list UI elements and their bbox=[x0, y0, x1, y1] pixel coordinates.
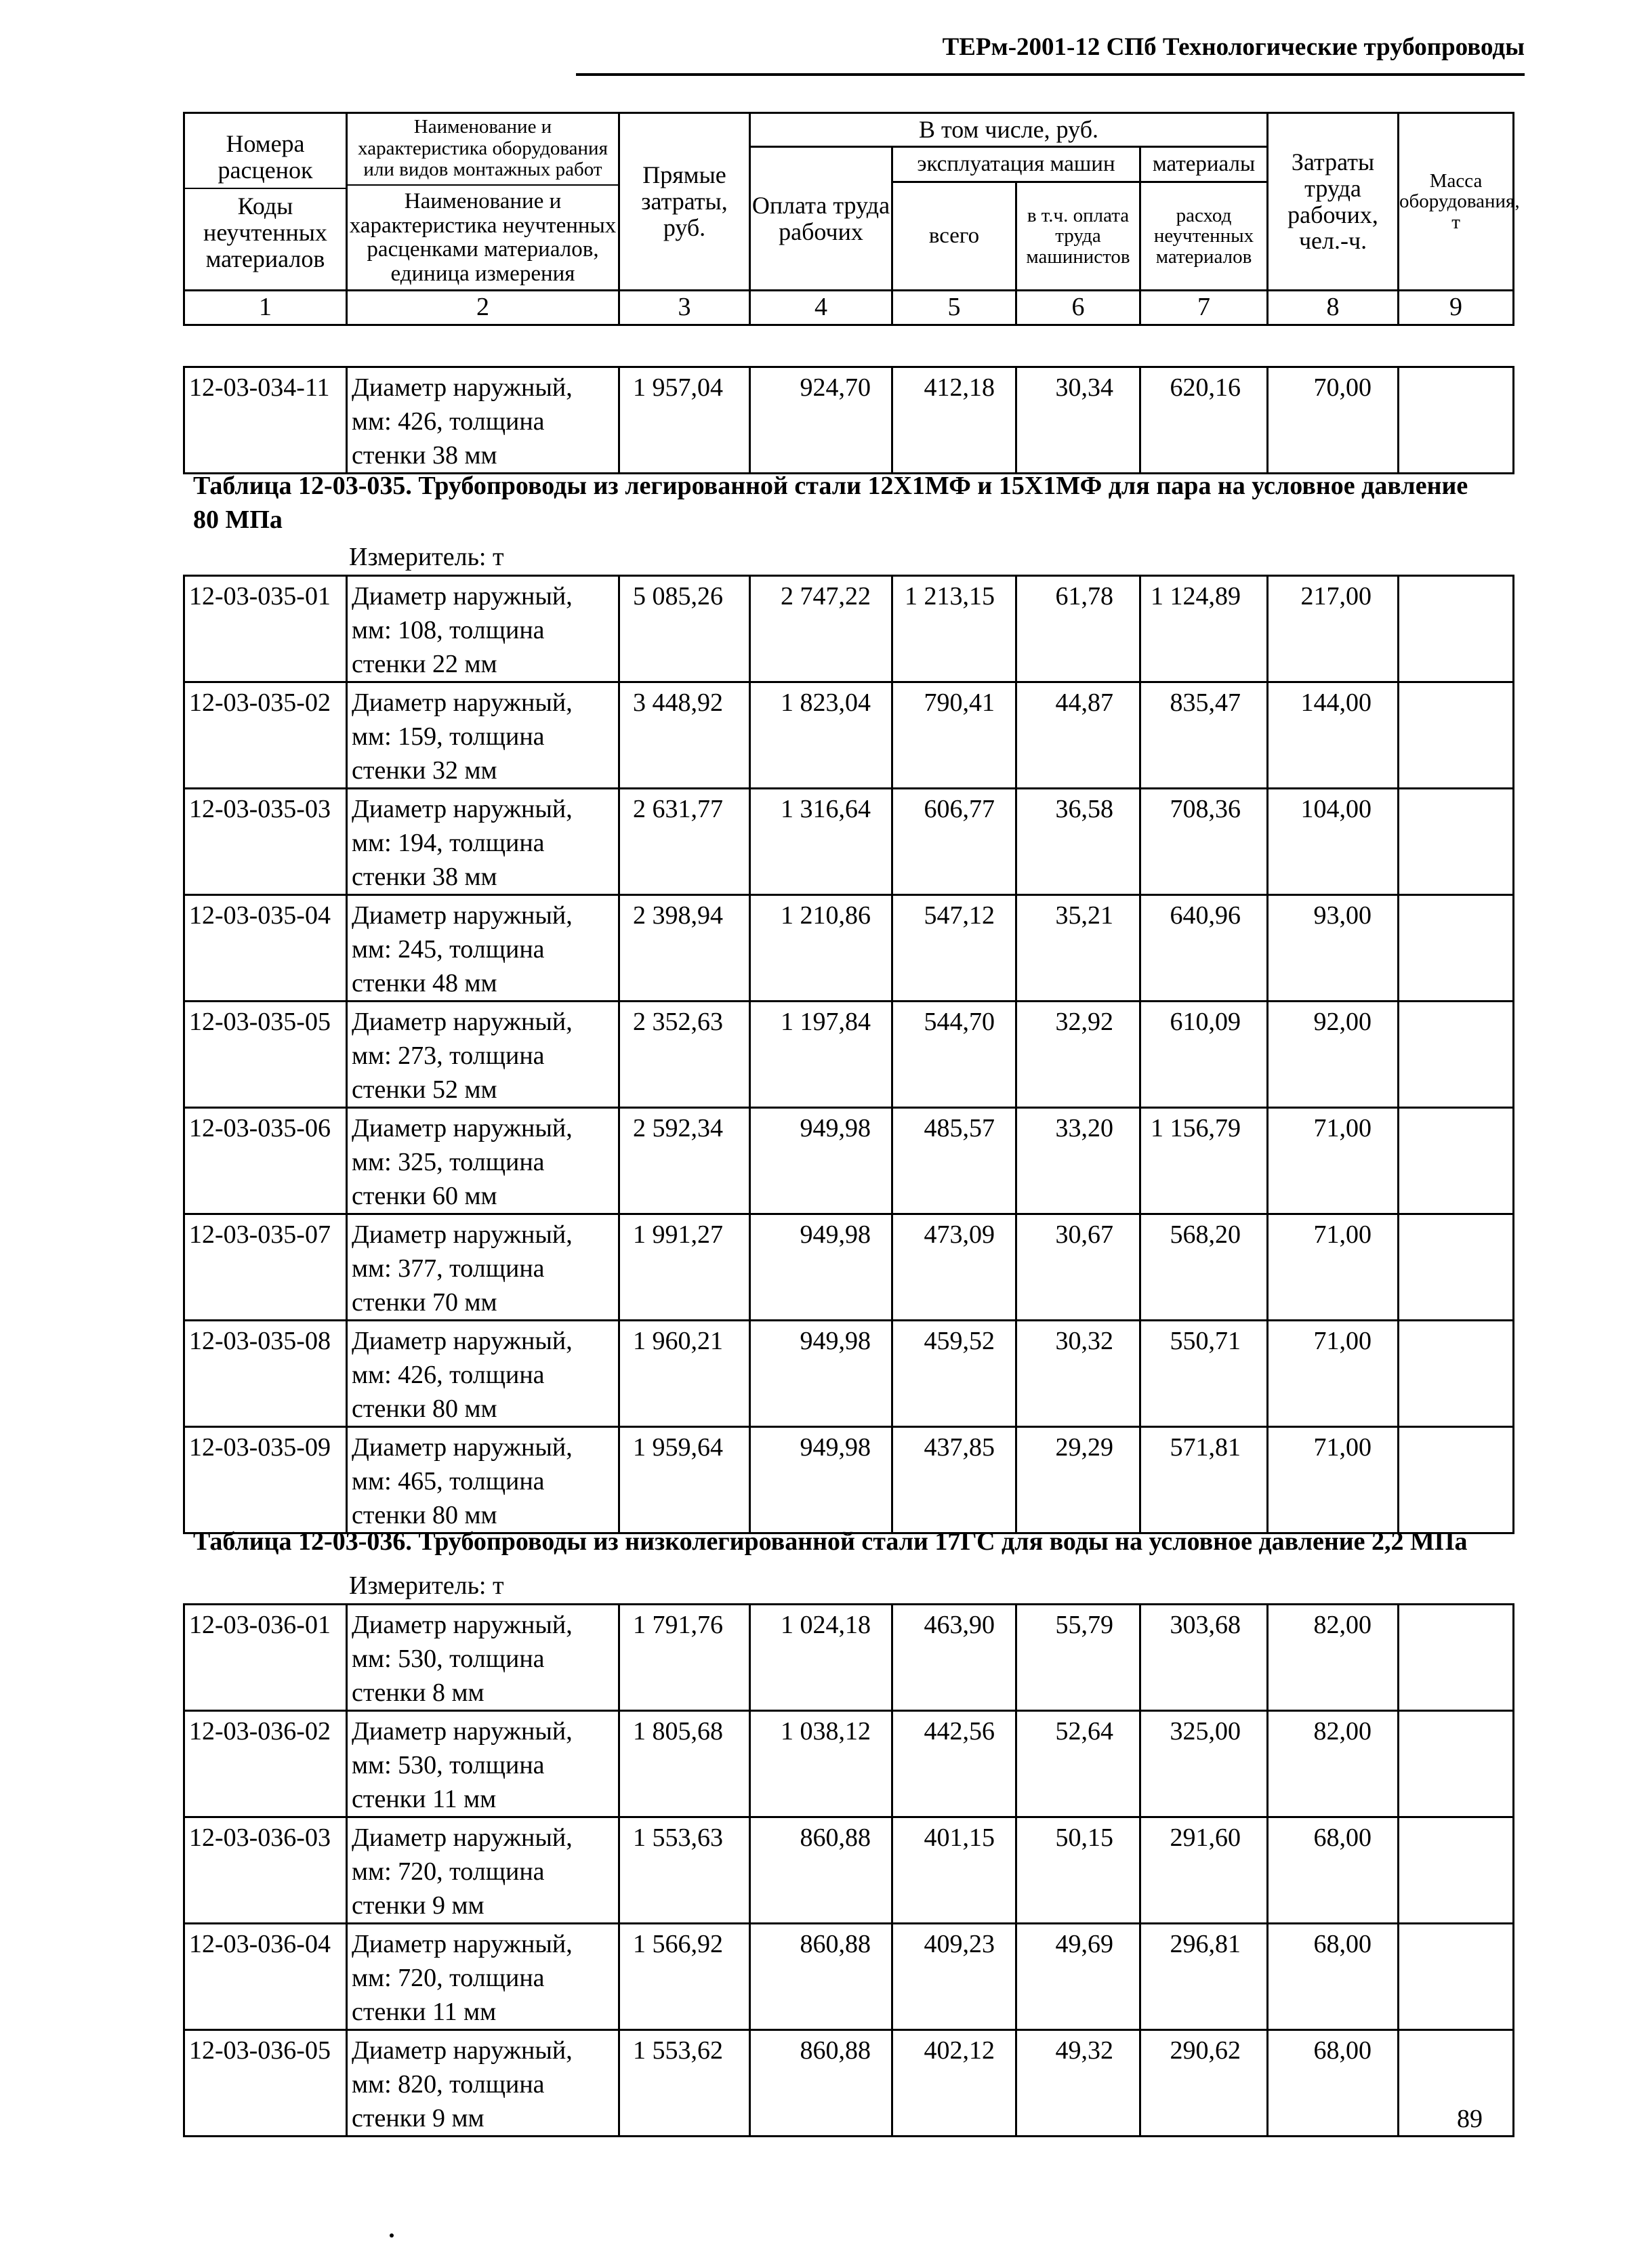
rate-code: 12-03-036-01 bbox=[184, 1605, 347, 1711]
column-number: 2 bbox=[347, 291, 619, 325]
header-work-name: Наименование и характеристика оборудования или видов монтажных работ bbox=[348, 117, 618, 186]
operators-pay-cell: 52,64 bbox=[1016, 1711, 1140, 1817]
table-036-measure: Измеритель: т bbox=[349, 1571, 504, 1600]
rate-code: 12-03-035-09 bbox=[184, 1427, 347, 1533]
description-line: Диаметр наружный, bbox=[352, 901, 573, 930]
labor-hours-cell: 71,00 bbox=[1268, 1427, 1399, 1533]
description-line: стенки 38 мм bbox=[352, 441, 497, 470]
description-line: Диаметр наружный, bbox=[352, 1220, 573, 1249]
labor-pay-cell: 860,88 bbox=[750, 2030, 892, 2137]
labor-pay-cell: 924,70 bbox=[750, 367, 892, 474]
rate-code: 12-03-035-01 bbox=[184, 576, 347, 682]
description-line: стенки 8 мм bbox=[352, 1678, 484, 1707]
operators-pay-cell: 30,32 bbox=[1016, 1321, 1140, 1427]
direct-costs-cell: 2 631,77 bbox=[619, 789, 750, 895]
labor-hours-cell: 104,00 bbox=[1268, 789, 1399, 895]
direct-costs-cell: 3 448,92 bbox=[619, 682, 750, 789]
column-number: 8 bbox=[1268, 291, 1399, 325]
work-description bbox=[347, 1817, 619, 1924]
direct-costs-cell: 5 085,26 bbox=[619, 576, 750, 682]
description-line: Диаметр наружный, bbox=[352, 1930, 573, 1958]
description-line: мм: 325, толщина bbox=[352, 1148, 545, 1176]
machines-total-cell: 437,85 bbox=[892, 1427, 1016, 1533]
description-line: стенки 52 мм bbox=[352, 1075, 497, 1104]
labor-hours-cell: 144,00 bbox=[1268, 682, 1399, 789]
equipment-mass-cell bbox=[1399, 1108, 1514, 1214]
description-line: стенки 80 мм bbox=[352, 1501, 497, 1529]
description-line: мм: 159, толщина bbox=[352, 722, 545, 751]
description-line: стенки 22 мм bbox=[352, 650, 497, 678]
column-number: 9 bbox=[1399, 291, 1514, 325]
machines-total-cell: 402,12 bbox=[892, 2030, 1016, 2137]
materials-cell: 325,00 bbox=[1140, 1711, 1268, 1817]
direct-costs-cell: 2 592,34 bbox=[619, 1108, 750, 1214]
column-number: 5 bbox=[892, 291, 1016, 325]
work-description bbox=[347, 367, 619, 474]
table-row bbox=[184, 1605, 1514, 1711]
direct-costs-cell: 1 805,68 bbox=[619, 1711, 750, 1817]
column-number: 1 bbox=[184, 291, 347, 325]
scan-speck bbox=[390, 2233, 394, 2238]
description-line: Диаметр наружный, bbox=[352, 1008, 573, 1036]
materials-cell: 1 124,89 bbox=[1140, 576, 1268, 682]
work-description bbox=[347, 1214, 619, 1321]
equipment-mass-cell bbox=[1399, 1002, 1514, 1108]
table-035 bbox=[183, 575, 1514, 1534]
equipment-mass-cell bbox=[1399, 1321, 1514, 1427]
table-036 bbox=[183, 1603, 1514, 2137]
machines-total-cell: 463,90 bbox=[892, 1605, 1016, 1711]
column-number: 3 bbox=[619, 291, 750, 325]
page-number: 89 bbox=[1457, 2105, 1483, 2133]
header-unaccounted-materials: расход неучтенных материалов bbox=[1140, 182, 1268, 291]
direct-costs-cell: 1 991,27 bbox=[619, 1214, 750, 1321]
description-line: мм: 820, толщина bbox=[352, 2070, 545, 2099]
work-description bbox=[347, 1427, 619, 1533]
running-head: ТЕРм-2001-12 СПб Технологические трубопроводы bbox=[942, 33, 1525, 61]
rate-code: 12-03-035-07 bbox=[184, 1214, 347, 1321]
work-description bbox=[347, 1711, 619, 1817]
header-machine-exploitation: эксплуатация машин bbox=[892, 147, 1140, 182]
header-labor-hours: Затраты труда рабочих, чел.-ч. bbox=[1268, 113, 1399, 291]
table-row bbox=[184, 1002, 1514, 1108]
description-line: мм: 720, толщина bbox=[352, 1964, 545, 1992]
header-direct-costs: Прямые затраты, руб. bbox=[619, 113, 750, 291]
table-row bbox=[184, 1108, 1514, 1214]
description-line: мм: 720, толщина bbox=[352, 1857, 545, 1886]
description-line: стенки 38 мм bbox=[352, 863, 497, 891]
materials-cell: 708,36 bbox=[1140, 789, 1268, 895]
equipment-mass-cell bbox=[1399, 789, 1514, 895]
labor-hours-cell: 92,00 bbox=[1268, 1002, 1399, 1108]
operators-pay-cell: 50,15 bbox=[1016, 1817, 1140, 1924]
operators-pay-cell: 61,78 bbox=[1016, 576, 1140, 682]
direct-costs-cell: 1 957,04 bbox=[619, 367, 750, 474]
operators-pay-cell: 35,21 bbox=[1016, 895, 1140, 1002]
materials-cell: 620,16 bbox=[1140, 367, 1268, 474]
header-names bbox=[347, 113, 619, 291]
header-labor-pay: Оплата труда рабочих bbox=[750, 147, 892, 291]
labor-hours-cell: 68,00 bbox=[1268, 1924, 1399, 2030]
column-number: 7 bbox=[1140, 291, 1268, 325]
rate-code: 12-03-036-02 bbox=[184, 1711, 347, 1817]
table-row bbox=[184, 1214, 1514, 1321]
header-operators-pay: в т.ч. оплата труда машинистов bbox=[1016, 182, 1140, 291]
header-material-name: Наименование и характеристика неучтенных расценками материалов, единица измерения bbox=[349, 189, 617, 287]
labor-pay-cell: 2 747,22 bbox=[750, 576, 892, 682]
operators-pay-cell: 29,29 bbox=[1016, 1427, 1140, 1533]
equipment-mass-cell bbox=[1399, 1711, 1514, 1817]
labor-pay-cell: 860,88 bbox=[750, 1817, 892, 1924]
labor-hours-cell: 71,00 bbox=[1268, 1214, 1399, 1321]
rate-code: 12-03-036-03 bbox=[184, 1817, 347, 1924]
operators-pay-cell: 30,67 bbox=[1016, 1214, 1140, 1321]
description-line: мм: 426, толщина bbox=[352, 1361, 545, 1389]
rate-code: 12-03-035-08 bbox=[184, 1321, 347, 1427]
description-line: стенки 80 мм bbox=[352, 1395, 497, 1423]
equipment-mass-cell bbox=[1399, 367, 1514, 474]
table-row bbox=[184, 576, 1514, 682]
materials-cell: 291,60 bbox=[1140, 1817, 1268, 1924]
rate-code: 12-03-035-05 bbox=[184, 1002, 347, 1108]
description-line: мм: 426, толщина bbox=[352, 407, 545, 436]
labor-hours-cell: 82,00 bbox=[1268, 1711, 1399, 1817]
rate-code: 12-03-035-04 bbox=[184, 895, 347, 1002]
column-number: 4 bbox=[750, 291, 892, 325]
description-line: Диаметр наружный, bbox=[352, 1823, 573, 1852]
table-row bbox=[184, 1711, 1514, 1817]
table-036-title: Таблица 12-03-036. Трубопроводы из низколегированной стали 17ГС для воды на условное давление 2,2 МПа bbox=[193, 1527, 1468, 1556]
description-line: стенки 11 мм bbox=[352, 1998, 497, 2026]
description-line: мм: 377, толщина bbox=[352, 1254, 545, 1283]
equipment-mass-cell bbox=[1399, 1214, 1514, 1321]
work-description bbox=[347, 1605, 619, 1711]
direct-costs-cell: 1 566,92 bbox=[619, 1924, 750, 2030]
operators-pay-cell: 32,92 bbox=[1016, 1002, 1140, 1108]
table-row bbox=[184, 1817, 1514, 1924]
operators-pay-cell: 30,34 bbox=[1016, 367, 1140, 474]
labor-pay-cell: 1 823,04 bbox=[750, 682, 892, 789]
materials-cell: 610,09 bbox=[1140, 1002, 1268, 1108]
labor-hours-cell: 71,00 bbox=[1268, 1108, 1399, 1214]
table-row bbox=[184, 2030, 1514, 2137]
header-in-total: В том числе, руб. bbox=[750, 113, 1268, 147]
labor-hours-cell: 82,00 bbox=[1268, 1605, 1399, 1711]
description-line: Диаметр наружный, bbox=[352, 795, 573, 823]
direct-costs-cell: 1 553,63 bbox=[619, 1817, 750, 1924]
materials-cell: 835,47 bbox=[1140, 682, 1268, 789]
work-description bbox=[347, 2030, 619, 2137]
rate-code: 12-03-036-04 bbox=[184, 1924, 347, 2030]
table-row bbox=[184, 895, 1514, 1002]
rate-code: 12-03-035-03 bbox=[184, 789, 347, 895]
equipment-mass-cell bbox=[1399, 1605, 1514, 1711]
description-line: стенки 11 мм bbox=[352, 1785, 497, 1813]
labor-pay-cell: 949,98 bbox=[750, 1321, 892, 1427]
labor-hours-cell: 217,00 bbox=[1268, 576, 1399, 682]
materials-cell: 571,81 bbox=[1140, 1427, 1268, 1533]
labor-hours-cell: 71,00 bbox=[1268, 1321, 1399, 1427]
machines-total-cell: 442,56 bbox=[892, 1711, 1016, 1817]
table-row bbox=[184, 1321, 1514, 1427]
machines-total-cell: 547,12 bbox=[892, 895, 1016, 1002]
description-line: Диаметр наружный, bbox=[352, 688, 573, 717]
description-line: мм: 108, толщина bbox=[352, 616, 545, 644]
work-description bbox=[347, 895, 619, 1002]
work-description bbox=[347, 682, 619, 789]
operators-pay-cell: 44,87 bbox=[1016, 682, 1140, 789]
operators-pay-cell: 49,32 bbox=[1016, 2030, 1140, 2137]
operators-pay-cell: 49,69 bbox=[1016, 1924, 1140, 2030]
header-machines-total: всего bbox=[892, 182, 1016, 291]
header-rule bbox=[576, 73, 1525, 76]
rate-code: 12-03-035-06 bbox=[184, 1108, 347, 1214]
table-034-continued bbox=[183, 366, 1514, 474]
description-line: мм: 530, толщина bbox=[352, 1751, 545, 1779]
equipment-mass-cell bbox=[1399, 2030, 1514, 2137]
column-header-table bbox=[183, 112, 1520, 326]
materials-cell: 568,20 bbox=[1140, 1214, 1268, 1321]
rate-code: 12-03-036-05 bbox=[184, 2030, 347, 2137]
machines-total-cell: 409,23 bbox=[892, 1924, 1016, 2030]
machines-total-cell: 606,77 bbox=[892, 789, 1016, 895]
materials-cell: 1 156,79 bbox=[1140, 1108, 1268, 1214]
labor-pay-cell: 1 038,12 bbox=[750, 1711, 892, 1817]
labor-pay-cell: 949,98 bbox=[750, 1108, 892, 1214]
header-materials: материалы bbox=[1140, 147, 1268, 182]
description-line: мм: 245, толщина bbox=[352, 935, 545, 964]
work-description bbox=[347, 1924, 619, 2030]
labor-pay-cell: 949,98 bbox=[750, 1214, 892, 1321]
machines-total-cell: 485,57 bbox=[892, 1108, 1016, 1214]
materials-cell: 640,96 bbox=[1140, 895, 1268, 1002]
equipment-mass-cell bbox=[1399, 576, 1514, 682]
operators-pay-cell: 33,20 bbox=[1016, 1108, 1140, 1214]
description-line: мм: 530, толщина bbox=[352, 1645, 545, 1673]
work-description bbox=[347, 1002, 619, 1108]
work-description bbox=[347, 789, 619, 895]
labor-pay-cell: 1 316,64 bbox=[750, 789, 892, 895]
column-number: 6 bbox=[1016, 291, 1140, 325]
equipment-mass-cell bbox=[1399, 895, 1514, 1002]
labor-hours-cell: 68,00 bbox=[1268, 1817, 1399, 1924]
machines-total-cell: 412,18 bbox=[892, 367, 1016, 474]
description-line: Диаметр наружный, bbox=[352, 1114, 573, 1142]
description-line: Диаметр наружный, bbox=[352, 1327, 573, 1355]
machines-total-cell: 401,15 bbox=[892, 1817, 1016, 1924]
table-row bbox=[184, 1924, 1514, 2030]
machines-total-cell: 473,09 bbox=[892, 1214, 1016, 1321]
work-description bbox=[347, 576, 619, 682]
materials-cell: 550,71 bbox=[1140, 1321, 1268, 1427]
direct-costs-cell: 1 960,21 bbox=[619, 1321, 750, 1427]
header-material-codes: Коды неучтенных материалов bbox=[203, 192, 327, 272]
description-line: стенки 32 мм bbox=[352, 756, 497, 785]
equipment-mass-cell bbox=[1399, 1427, 1514, 1533]
labor-pay-cell: 860,88 bbox=[750, 1924, 892, 2030]
direct-costs-cell: 2 398,94 bbox=[619, 895, 750, 1002]
machines-total-cell: 459,52 bbox=[892, 1321, 1016, 1427]
table-035-title: Таблица 12-03-035. Трубопроводы из легированной стали 12Х1МФ и 15Х1МФ для пара на условное давление 80 МПа bbox=[193, 472, 1468, 534]
header-codes bbox=[184, 113, 347, 291]
description-line: Диаметр наружный, bbox=[352, 2036, 573, 2065]
description-line: мм: 465, толщина bbox=[352, 1467, 545, 1496]
labor-hours-cell: 68,00 bbox=[1268, 2030, 1399, 2137]
table-row bbox=[184, 367, 1514, 474]
machines-total-cell: 1 213,15 bbox=[892, 576, 1016, 682]
materials-cell: 296,81 bbox=[1140, 1924, 1268, 2030]
direct-costs-cell: 2 352,63 bbox=[619, 1002, 750, 1108]
description-line: стенки 9 мм bbox=[352, 1891, 484, 1920]
description-line: стенки 70 мм bbox=[352, 1288, 497, 1317]
description-line: Диаметр наружный, bbox=[352, 582, 573, 611]
table-row bbox=[184, 789, 1514, 895]
equipment-mass-cell bbox=[1399, 1924, 1514, 2030]
materials-cell: 303,68 bbox=[1140, 1605, 1268, 1711]
labor-hours-cell: 70,00 bbox=[1268, 367, 1399, 474]
header-equipment-mass: Масса оборудования, т bbox=[1399, 113, 1514, 291]
work-description bbox=[347, 1321, 619, 1427]
operators-pay-cell: 55,79 bbox=[1016, 1605, 1140, 1711]
header-rate-numbers: Номера расценок bbox=[185, 131, 346, 189]
labor-pay-cell: 1 024,18 bbox=[750, 1605, 892, 1711]
machines-total-cell: 790,41 bbox=[892, 682, 1016, 789]
materials-cell: 290,62 bbox=[1140, 2030, 1268, 2137]
equipment-mass-cell bbox=[1399, 1817, 1514, 1924]
labor-hours-cell: 93,00 bbox=[1268, 895, 1399, 1002]
table-row bbox=[184, 682, 1514, 789]
labor-pay-cell: 1 210,86 bbox=[750, 895, 892, 1002]
description-line: Диаметр наружный, bbox=[352, 1611, 573, 1639]
direct-costs-cell: 1 791,76 bbox=[619, 1605, 750, 1711]
rate-code: 12-03-035-02 bbox=[184, 682, 347, 789]
description-line: Диаметр наружный, bbox=[352, 1717, 573, 1746]
work-description bbox=[347, 1108, 619, 1214]
table-row bbox=[184, 1427, 1514, 1533]
description-line: стенки 9 мм bbox=[352, 2104, 484, 2132]
description-line: стенки 48 мм bbox=[352, 969, 497, 997]
rate-code: 12-03-034-11 bbox=[184, 367, 347, 474]
description-line: Диаметр наружный, bbox=[352, 373, 573, 402]
equipment-mass-cell bbox=[1399, 682, 1514, 789]
direct-costs-cell: 1 959,64 bbox=[619, 1427, 750, 1533]
direct-costs-cell: 1 553,62 bbox=[619, 2030, 750, 2137]
labor-pay-cell: 1 197,84 bbox=[750, 1002, 892, 1108]
table-035-measure: Измеритель: т bbox=[349, 543, 504, 571]
description-line: мм: 194, толщина bbox=[352, 829, 545, 857]
description-line: стенки 60 мм bbox=[352, 1182, 497, 1210]
machines-total-cell: 544,70 bbox=[892, 1002, 1016, 1108]
description-line: мм: 273, толщина bbox=[352, 1042, 545, 1070]
description-line: Диаметр наружный, bbox=[352, 1433, 573, 1462]
labor-pay-cell: 949,98 bbox=[750, 1427, 892, 1533]
operators-pay-cell: 36,58 bbox=[1016, 789, 1140, 895]
